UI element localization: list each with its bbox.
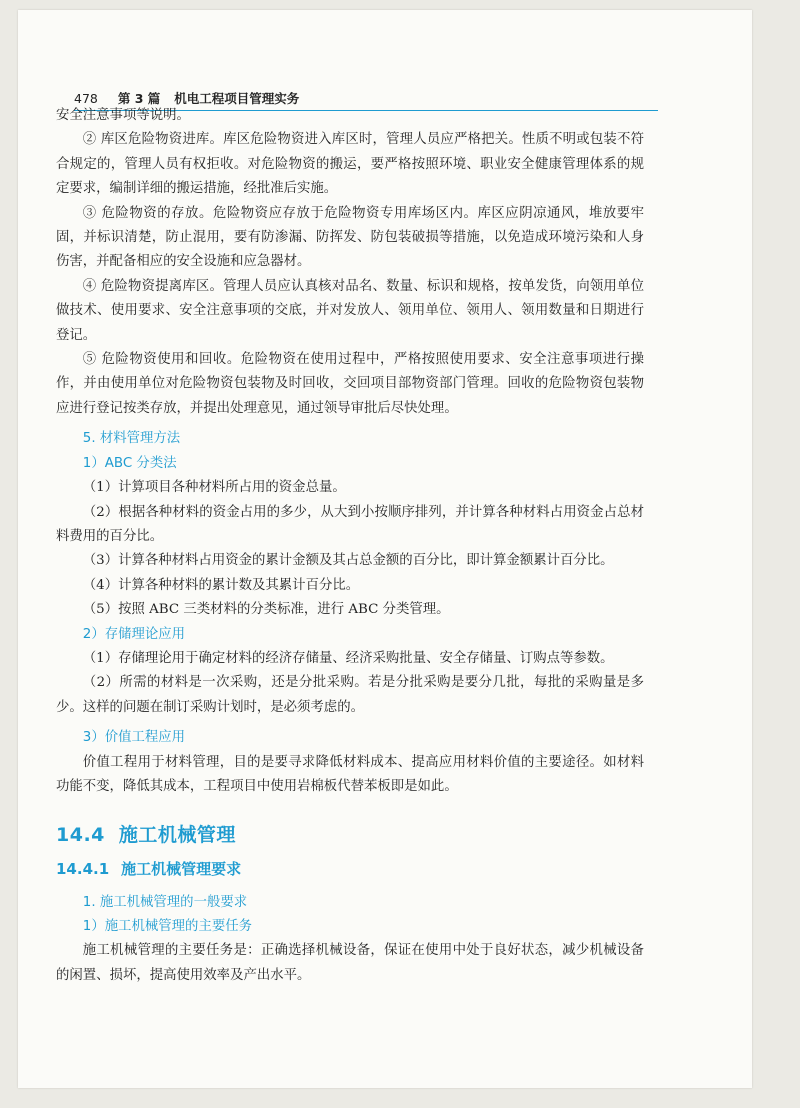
chapter-number: 14.4	[56, 824, 105, 847]
chapter-heading	[56, 821, 644, 849]
document-body	[56, 104, 644, 988]
subheading-storage-theory: 2）存储理论应用	[82, 626, 186, 642]
subheading-abc: 1）ABC 分类法	[82, 455, 177, 471]
list-item: （5）按照 ABC 三类材料的分类标准，进行 ABC 分类管理。	[82, 602, 450, 618]
list-item: （2）根据各种材料的资金占用的多少，从大到小按顺序排列，并计算各种材料占用资金占总材料费用的百分比。	[56, 504, 644, 544]
section-heading	[56, 857, 644, 881]
paragraph-warehouse-entry: ② 库区危险物资进库。库区危险物资进入库区时，管理人员应严格把关。性质不明或包装不符合规定的，管理人员有权拒收。对危险物资的搬运，要严格按照环境、职业安全健康管理体系的规定要求，编制详细的搬运措施，经批准后实施。	[56, 132, 644, 197]
subheading-value-engineering: 3）价值工程应用	[82, 730, 186, 746]
page-number: 478	[74, 91, 98, 106]
part-label: 第 3 篇	[117, 91, 161, 106]
section-number: 14.4.1	[56, 860, 110, 879]
list-item: （1）计算项目各种材料所占用的资金总量。	[82, 480, 346, 496]
list-item: （4）计算各种材料的累计数及其累计百分比。	[82, 577, 360, 593]
subsection-heading: 1. 施工机械管理的一般要求	[82, 895, 248, 911]
paragraph-withdrawal: ④ 危险物资提离库区。管理人员应认真核对品名、数量、标识和规格，按单发货，向领用单位做技术、使用要求、安全注意事项的交底，并对发放人、领用单位、领用人、领用数量和日期进行登记。	[56, 278, 644, 343]
section-title: 施工机械管理要求	[121, 860, 242, 879]
paragraph-use-recovery: ⑤ 危险物资使用和回收。危险物资在使用过程中，严格按照使用要求、安全注意事项进行操作，并由使用单位对危险物资包装物及时回收，交回项目部物资部门管理。回收的危险物资包装物应进行登记按类存放，并提出处理意见，通过领导审批后尽快处理。	[56, 352, 644, 416]
chapter-title: 施工机械管理	[118, 824, 236, 847]
list-item: （1）存储理论用于确定材料的经济存储量、经济采购批量、安全存储量、订购点等参数。	[82, 650, 614, 666]
list-item: （3）计算各种材料占用资金的累计金额及其占总金额的百分比，即计算金额累计百分比。	[82, 553, 614, 569]
list-item: （2）所需的材料是一次采购，还是分批采购。若是分批采购是要分几批，每批的采购量是多少。这样的问题在制订采购计划时，是必须考虑的。	[56, 675, 644, 715]
paragraph-value-engineering: 价值工程用于材料管理，目的是要寻求降低材料成本、提高应用材料价值的主要途径。如材料功能不变，降低其成本，工程项目中使用岩棉板代替苯板即是如此。	[56, 754, 644, 794]
paragraph-machinery-tasks: 施工机械管理的主要任务是：正确选择机械设备，保证在使用中处于良好状态，减少机械设备的闲置、损坏，提高使用效率及产出水平。	[56, 943, 644, 983]
paragraph-storage: ③ 危险物资的存放。危险物资应存放于危险物资专用库场区内。库区应阴凉通风，堆放要牢固，并标识清楚，防止混用，要有防渗漏、防挥发、防包装破损等措施，以免造成环境污染和人身伤害，并配备相应的安全设施和应急器材。	[56, 205, 644, 270]
paragraph-continued: 安全注意事项等说明。	[56, 108, 190, 123]
part-title: 机电工程项目管理实务	[174, 91, 300, 106]
subsubsection-heading: 1）施工机械管理的主要任务	[82, 919, 253, 935]
section-heading-material-methods: 5. 材料管理方法	[82, 431, 181, 447]
